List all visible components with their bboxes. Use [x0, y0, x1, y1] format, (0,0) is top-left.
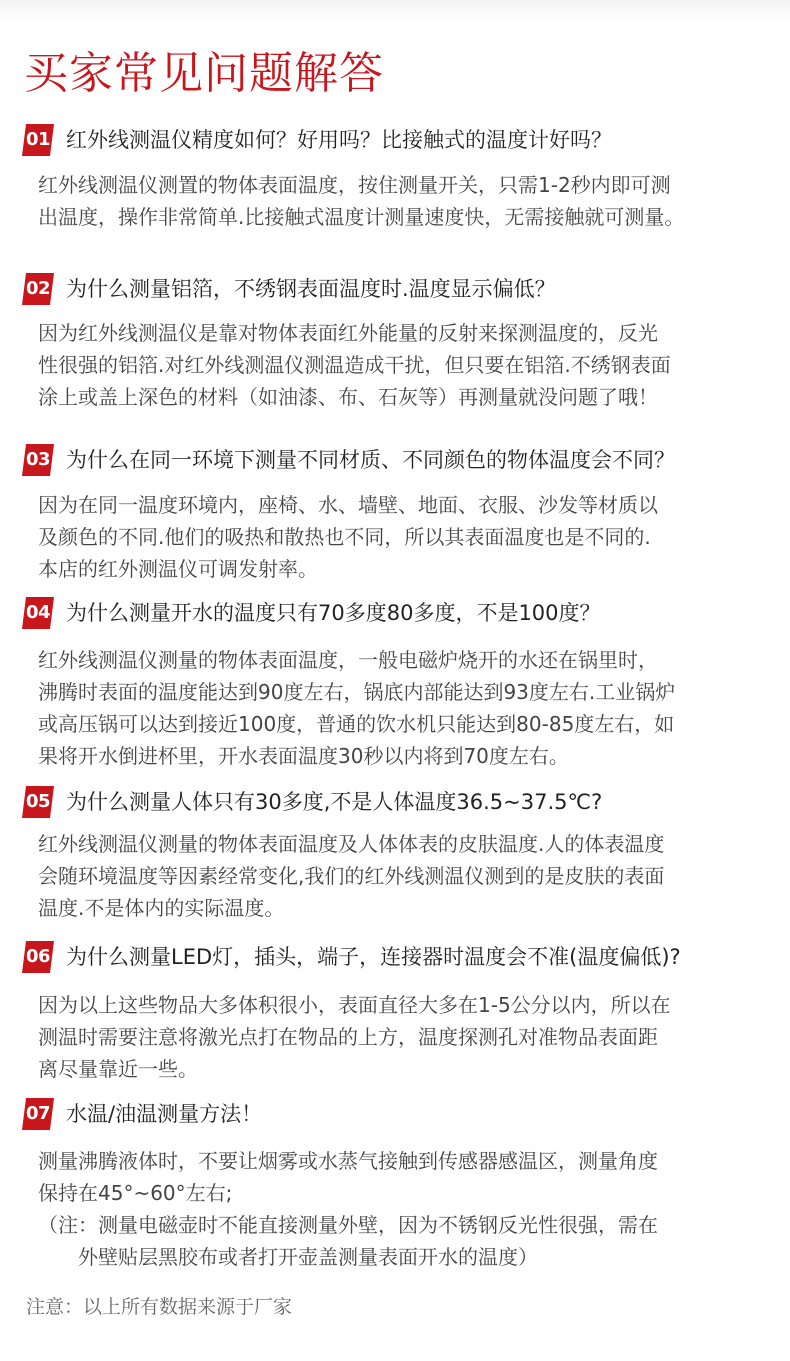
question-number: 07	[25, 1103, 51, 1124]
answer-line: 及颜色的不同.他们的吸热和散热也不同，所以其表面温度也是不同的.	[38, 525, 651, 549]
top-shadow-bar	[0, 0, 790, 22]
answer-text	[38, 489, 788, 585]
question-number-badge	[22, 124, 54, 156]
answer-line: 保持在45°~60°左右;	[38, 1181, 233, 1205]
question-row	[22, 123, 612, 157]
question-number-badge	[22, 1098, 54, 1130]
question-number: 03	[25, 449, 51, 470]
question-text: 水温/油温测量方法！	[66, 1102, 263, 1126]
answer-note-line: （注：测量电磁壶时不能直接测量外壁，因为不锈钢反光性很强，需在	[38, 1213, 658, 1237]
question-row	[22, 443, 675, 477]
answer-line: 温度.不是体内的实际温度。	[38, 896, 285, 920]
answer-line: 因为以上这些物品大多体积很小，表面直径大多在1-5公分以内，所以在	[38, 993, 671, 1017]
question-text: 为什么测量LED灯，插头，端子，连接器时温度会不准(温度偏低)?	[66, 945, 681, 969]
question-row	[22, 785, 602, 819]
answer-line: 会随环境温度等因素经常变化,我们的红外线测温仪测到的是皮肤的表面	[38, 864, 665, 888]
question-number: 06	[25, 946, 51, 967]
question-number-badge	[22, 444, 54, 476]
question-number: 02	[25, 278, 51, 299]
answer-line: 或高压锅可以达到接近100度，普通的饮水机只能达到80-85度左右，如	[38, 712, 675, 736]
answer-line: 测温时需要注意将激光点打在物品的上方，温度探测孔对准物品表面距	[38, 1025, 658, 1049]
question-text: 为什么测量人体只有30多度,不是人体温度36.5~37.5℃?	[66, 790, 603, 814]
answer-line: 红外线测温仪测量的物体表面温度及人体体表的皮肤温度.人的体表温度	[38, 832, 665, 856]
answer-line: 红外线测温仪测置的物体表面温度，按住测量开关，只需1-2秒内即可测	[38, 173, 671, 197]
answer-line: 涂上或盖上深色的材料（如油漆、布、石灰等）再测量就没问题了哦！	[38, 385, 658, 409]
question-row	[22, 272, 556, 306]
footer-note: 注意：以上所有数据来源于厂家	[26, 1296, 293, 1318]
question-row	[22, 596, 601, 630]
answer-line: 果将开水倒进杯里，开水表面温度30秒以内将到70度左右。	[38, 744, 569, 768]
question-row	[22, 1097, 262, 1131]
question-number: 01	[25, 129, 51, 150]
question-text: 为什么在同一环境下测量不同材质、不同颜色的物体温度会不同？	[66, 448, 675, 472]
answer-note-line: 外壁贴层黑胶布或者打开壶盖测量表面开水的温度）	[78, 1245, 538, 1269]
answer-text	[38, 1145, 788, 1273]
answer-line: 离尽量靠近一些。	[38, 1057, 198, 1081]
answer-line: 性很强的铝箔.对红外线测温仪测温造成干扰，但只要在铝箔.不绣钢表面	[38, 353, 671, 377]
question-text: 红外线测温仪精度如何？好用吗？比接触式的温度计好吗？	[66, 128, 612, 152]
answer-text	[38, 989, 788, 1085]
answer-text	[38, 169, 788, 233]
question-number-badge	[22, 786, 54, 818]
answer-line: 测量沸腾液体时，不要让烟雾或水蒸气接触到传感器感温区，测量角度	[38, 1149, 658, 1173]
answer-line: 因为红外线测温仪是靠对物体表面红外能量的反射来探测温度的，反光	[38, 321, 658, 345]
question-number-badge	[22, 273, 54, 305]
answer-line: 出温度，操作非常简单.比接触式温度计测量速度快，无需接触就可测量。	[38, 205, 685, 229]
question-row	[22, 940, 681, 974]
answer-text	[38, 644, 788, 772]
question-number: 05	[25, 791, 51, 812]
question-number: 04	[25, 602, 51, 623]
answer-line: 沸腾时表面的温度能达到90度左右，锅底内部能达到93度左右.工业锅炉	[38, 680, 676, 704]
question-number-badge	[22, 941, 54, 973]
question-text: 为什么测量铝箔，不绣钢表面温度时.温度显示偏低？	[66, 277, 556, 301]
question-number-badge	[22, 597, 54, 629]
page-title: 买家常见问题解答	[24, 48, 384, 99]
answer-text	[38, 828, 788, 924]
answer-line: 红外线测温仪测量的物体表面温度，一般电磁炉烧开的水还在锅里时，	[38, 648, 658, 672]
answer-line: 因为在同一温度环境内，座椅、水、墙壁、地面、衣服、沙发等材质以	[38, 493, 658, 517]
answer-text	[38, 317, 788, 413]
question-text: 为什么测量开水的温度只有70多度80多度，不是100度？	[66, 601, 601, 625]
answer-line: 本店的红外测温仪可调发射率。	[38, 557, 318, 581]
